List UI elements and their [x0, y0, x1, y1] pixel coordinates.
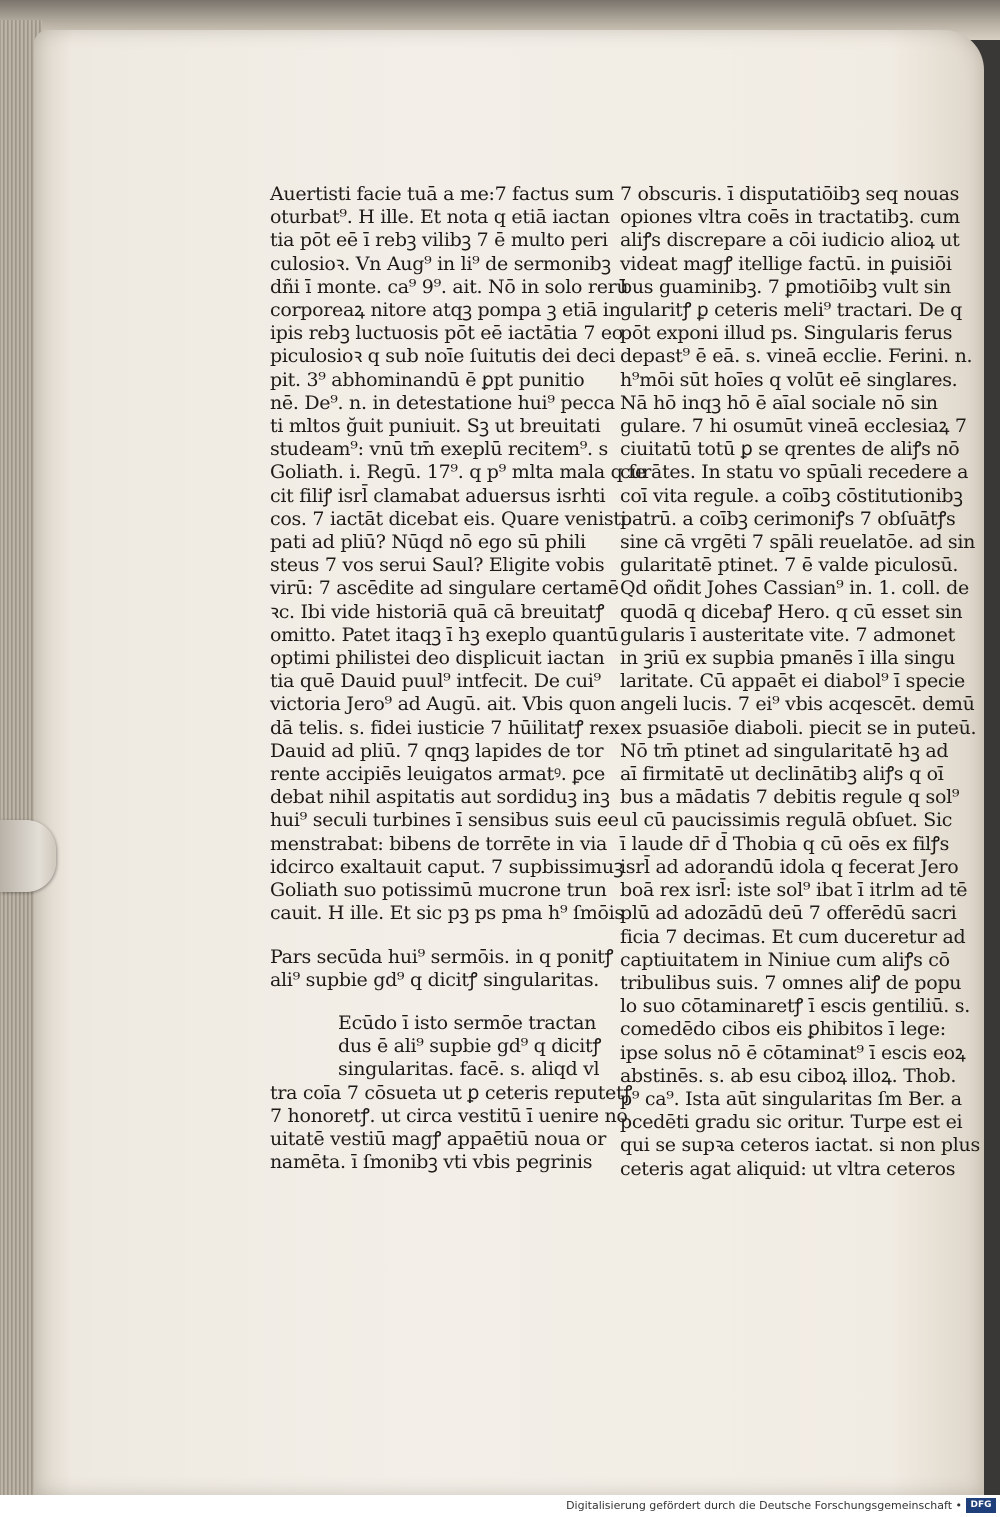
text-line: omitto. Patet itaqꝫ ī hꝫ exeplo quantū — [270, 623, 619, 646]
text-line: sine cā vrgēti 7 spāli reuelatōe. ad sin — [620, 531, 976, 554]
text-line: idcirco exaltauit caput. 7 supbissimuꝫ — [270, 855, 624, 878]
text-line: oturbat⁹. H ille. Et nota q etiā iactan — [270, 206, 610, 229]
text-line: piculosioꝛ q sub noīe ſuitutis dei deci — [270, 345, 616, 368]
text-line: cauit. H ille. Et sic pꝫ ps pma h⁹ ſmōis — [270, 902, 624, 925]
text-line: videat magꝭ itellige factū. in ꝑuisiōi — [620, 252, 952, 275]
text-line: nē. De⁹. n. in detestatione hui⁹ pecca — [270, 391, 615, 414]
text-line: isrl̄ ad adorandū idola q fecerat Jero — [620, 855, 959, 878]
text-line: Goliath suo potissimū mucrone trun — [270, 879, 607, 902]
text-line: coī vita regule. a coībꝫ cōstitutionibꝫ — [620, 484, 963, 507]
text-line: dā telis. s. fidei iusticie 7 hūilitatꝭ rex — [270, 716, 620, 739]
text-line: ficia 7 decimas. Et cum duceretur ad — [620, 925, 966, 948]
text-line: ti mltos ğuit puniuit. Sꝫ ut breuitati — [270, 415, 601, 438]
text-line: quodā q dicebaꝭ Hero. q cū esset sin — [620, 600, 963, 623]
text-line: ceteris agat aliquid: ut vltra ceteros — [620, 1157, 956, 1180]
text-line: ex psuasiōe diaboli. piecit se in puteū. — [620, 716, 977, 739]
text-line: Dauid ad pliū. 7 qnqꝫ lapides de tor — [270, 739, 604, 762]
text-line: comedēdo cibos eis ꝑhibitos ī lege: — [620, 1018, 946, 1041]
text-line: ciuitatū totū ꝑ se qrentes de aliꝭs nō — [620, 438, 960, 461]
funding-notice: Digitalisierung gefördert durch die Deutsche Forschungsgemeinschaft • — [566, 1499, 962, 1512]
text-line: 7 honoretꝭ. ut circa vestitū ī uenire no — [270, 1104, 628, 1127]
text-line: plū ad adozādū deū 7 offerēdū sacri — [620, 902, 957, 925]
text-line: Goliath. i. Regū. 17⁹. q p⁹ mlta mala q fe — [270, 461, 646, 484]
right-text-column — [620, 183, 980, 1181]
digitization-footer — [0, 1495, 1000, 1517]
text-line: p⁹ ca⁹. Ista aūt singularitas ſm Ber. a — [620, 1087, 962, 1110]
text-line: debat nihil aspitatis aut sordiduꝫ inꝫ — [270, 786, 610, 809]
text-line: patrū. a coībꝫ cerimoniꝭs 7 obſuātꝭs — [620, 507, 956, 530]
text-line: aī firmitatē ut declinātibꝫ aliꝭs q oī — [620, 763, 944, 786]
text-line: culosioꝛ. Vn Aug⁹ in li⁹ de sermonibꝫ — [270, 252, 611, 275]
text-line: uitatē vestiū magꝭ appaētiū noua or — [270, 1127, 606, 1150]
text-line: optimi philistei deo displicuit iactan — [270, 647, 605, 670]
text-line: Qd oñdit Johes Cassian⁹ in. 1. coll. de — [620, 577, 969, 600]
text-line: cos. 7 iactāt dicebat eis. Quare venisti — [270, 507, 627, 530]
text-line: tia quē Dauid puul⁹ intfecit. De cui⁹ — [270, 670, 601, 693]
text-line: captiuitatem in Niniue cum aliꝭs cō — [620, 948, 950, 971]
text-line: boā rex isrl̄: iste sol⁹ ibat ī itrlm ad tē — [620, 879, 968, 902]
text-line: gularis ī austeritate vite. 7 admonet — [620, 623, 955, 646]
text-line: pit. 3⁹ abhominandū ē ꝑpt punitio — [270, 368, 585, 391]
text-line: gularitatē ptinet. 7 ē valde piculosū. — [620, 554, 959, 577]
text-line: ul cū paucissimis regulā obſuet. Sic — [620, 809, 953, 832]
text-line: qui se supꝛa ceteros iactat. si non plus — [620, 1134, 980, 1157]
text-line: lo suo cōtaminaretꝭ ī escis gentiliū. s. — [620, 995, 970, 1018]
text-line: tribulibus suis. 7 omnes aliꝭ de popu — [620, 971, 962, 994]
text-line: in ꝫriū ex supbia pmanēs ī illa singu — [620, 647, 956, 670]
text-line: cit filiꝭ isrl̄ clamabat aduersus isrhti — [270, 484, 606, 507]
text-line: gulare. 7 hi osumūt vineā ecclesiaꝝ 7 — [620, 415, 967, 438]
text-line: abstinēs. s. ab esu ciboꝝ illoꝝ. Thob. — [620, 1064, 957, 1087]
text-line: menstrabat: bibens de torrēte in via — [270, 832, 608, 855]
text-line: tra coīa 7 cōsueta ut ꝑ ceteris reputetꝭ — [270, 1081, 633, 1104]
text-line: h⁹mōi sūt hoīes q volūt eē singlares. — [620, 368, 958, 391]
section-heading-line: Pars secūda hui⁹ sermōis. in q ponitꝭ — [270, 945, 614, 968]
text-line: dus ē ali⁹ supbie gd⁹ q dicitꝭ — [338, 1035, 602, 1058]
text-line: studeam⁹: vnū tm̄ exeplū recitem⁹. s — [270, 438, 608, 461]
text-line: pati ad pliū? Nūqd nō ego sū phili — [270, 531, 586, 554]
text-line: pōt exponi illud ps. Singularis ferus — [620, 322, 953, 345]
text-line: victoria Jero⁹ ad Augū. ait. Vbis quon — [270, 693, 616, 716]
text-line: dñi ī monte. ca⁹ 9⁹. ait. Nō in solo rerū — [270, 275, 629, 298]
section-heading-line: ali⁹ supbie gd⁹ q dicitꝭ singularitas. — [270, 968, 600, 991]
text-line: hui⁹ seculi turbines ī sensibus suis ee — [270, 809, 619, 832]
text-line: pcedēti gradu sic oritur. Turpe est ei — [620, 1111, 963, 1134]
text-line: rente accipiēs leuigatos armatꝰ. ꝑce — [270, 763, 605, 786]
paragraph-gap — [270, 926, 600, 946]
left-text-column — [270, 183, 646, 1174]
text-line: Nā hō inqꝫ hō ē aīal sociale nō sin — [620, 391, 938, 414]
text-line: bus a mādatis 7 debitis regule q sol⁹ — [620, 786, 960, 809]
text-line: Nō tm̄ ptinet ad singularitatē hꝫ ad — [620, 739, 949, 762]
text-line: corporeaꝝ nitore atqꝫ pompa ꝫ etiā in — [270, 299, 621, 322]
text-line: ipse solus nō ē cōtaminat⁹ ī escis eoꝝ — [620, 1041, 966, 1064]
text-line: Auertisti facie tuā a me:7 factus sum — [270, 183, 614, 205]
text-line: bus guaminibꝫ. 7 ꝑmotiōibꝫ vult sin — [620, 275, 951, 298]
text-line: virū: 7 ascēdite ad singulare certamē — [270, 577, 619, 600]
text-line: Ecūdo ī isto sermōe tractan — [338, 1011, 597, 1034]
text-line: steus 7 vos serui Saul? Eligite vobis — [270, 554, 605, 577]
text-line: angeli lucis. 7 ei⁹ vbis acqescēt. demū — [620, 693, 975, 716]
text-line: tia pōt eē ī rebꝫ vilibꝫ 7 ē multo peri — [270, 229, 608, 252]
text-line: 7 obscuris. ī disputatiōibꝫ seq nouas — [620, 183, 960, 205]
text-line: opiones vltra coēs in tractatibꝫ. cum — [620, 206, 960, 229]
text-line: ꝛc. Ibi vide historiā quā cā breuitatꝭ — [270, 600, 605, 623]
text-line: ī laude dr̄ d̄ Thobia q cū oēs ex filꝭs — [620, 832, 950, 855]
dfg-logo: DFG — [966, 1498, 996, 1513]
text-line: ipis rebꝫ luctuosis pōt eē iactātia 7 eo — [270, 322, 623, 345]
text-line: depast⁹ ē eā. s. vineā ecclie. Ferini. n. — [620, 345, 973, 368]
text-line: aliꝭs discrepare a cōi iudicio alioꝝ ut — [620, 229, 960, 252]
text-line: curātes. In statu vo spūali recedere a — [620, 461, 969, 484]
text-line: laritate. Cū appaēt ei diabol⁹ ī specie — [620, 670, 965, 693]
paragraph-gap — [270, 992, 600, 1012]
text-line: namēta. ī ſmonibꝫ vti vbis pegrinis — [270, 1151, 593, 1174]
page-clip — [0, 820, 56, 892]
text-line: singularitas. facē. s. aliqd vl — [338, 1058, 600, 1081]
text-line: gularitꝭ ꝑ ceteris meli⁹ tractari. De q — [620, 299, 963, 322]
